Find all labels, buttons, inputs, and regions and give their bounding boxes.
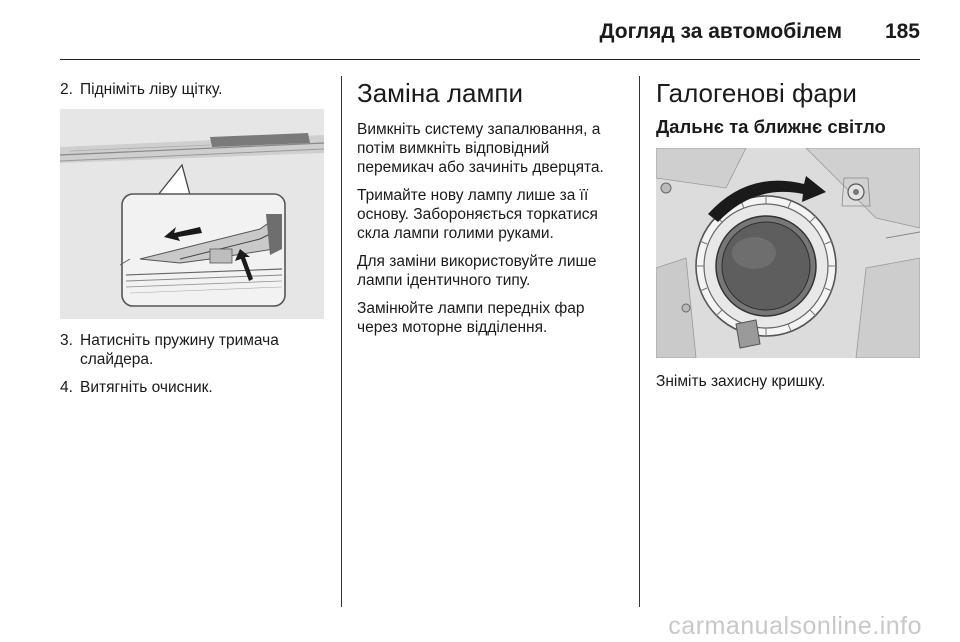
wiper-drawing	[60, 109, 324, 319]
step-number: 4.	[60, 379, 73, 396]
paragraph: Для заміни використовуйте лише лампи ідентичного типу.	[357, 253, 597, 289]
headlamp-drawing	[656, 148, 920, 358]
step-text: Витягніть очисник.	[80, 379, 213, 396]
paragraph: Тримайте нову лампу лише за її основу. Забороняється торкатися скла лампи голими руками.	[357, 187, 598, 242]
section-heading: Заміна лампи	[357, 78, 523, 108]
middle-column	[357, 76, 619, 346]
subsection-heading: Дальнє та ближнє світло	[656, 116, 886, 137]
watermark: carmanualsonline.info	[668, 612, 922, 640]
header-title: Догляд за автомобілем	[599, 20, 842, 43]
paragraph: Вимкніть систему запалювання, а потім вимкніть відповідний перемикач або зачиніть дверцята.	[357, 121, 604, 176]
figure-caption: Зніміть захисну кришку.	[656, 373, 826, 390]
headlamp-illustration	[656, 148, 920, 358]
wiper-illustration	[60, 109, 324, 319]
page-number: 185	[884, 20, 920, 43]
left-column	[60, 76, 324, 397]
section-heading: Галогенові фари	[656, 78, 857, 108]
paragraph: Замінюйте лампи передніх фар через моторне відділення.	[357, 300, 585, 336]
column-divider	[639, 76, 640, 607]
step-item	[60, 331, 324, 369]
column-divider	[341, 76, 342, 607]
step-text: Натисніть пружину тримача слайдера.	[80, 332, 279, 368]
step-number: 2.	[60, 81, 73, 98]
page-header	[60, 18, 920, 60]
step-item	[60, 378, 324, 397]
right-column	[656, 76, 920, 400]
step-item	[60, 80, 324, 99]
step-number: 3.	[60, 332, 73, 349]
step-text: Підніміть ліву щітку.	[80, 81, 223, 98]
